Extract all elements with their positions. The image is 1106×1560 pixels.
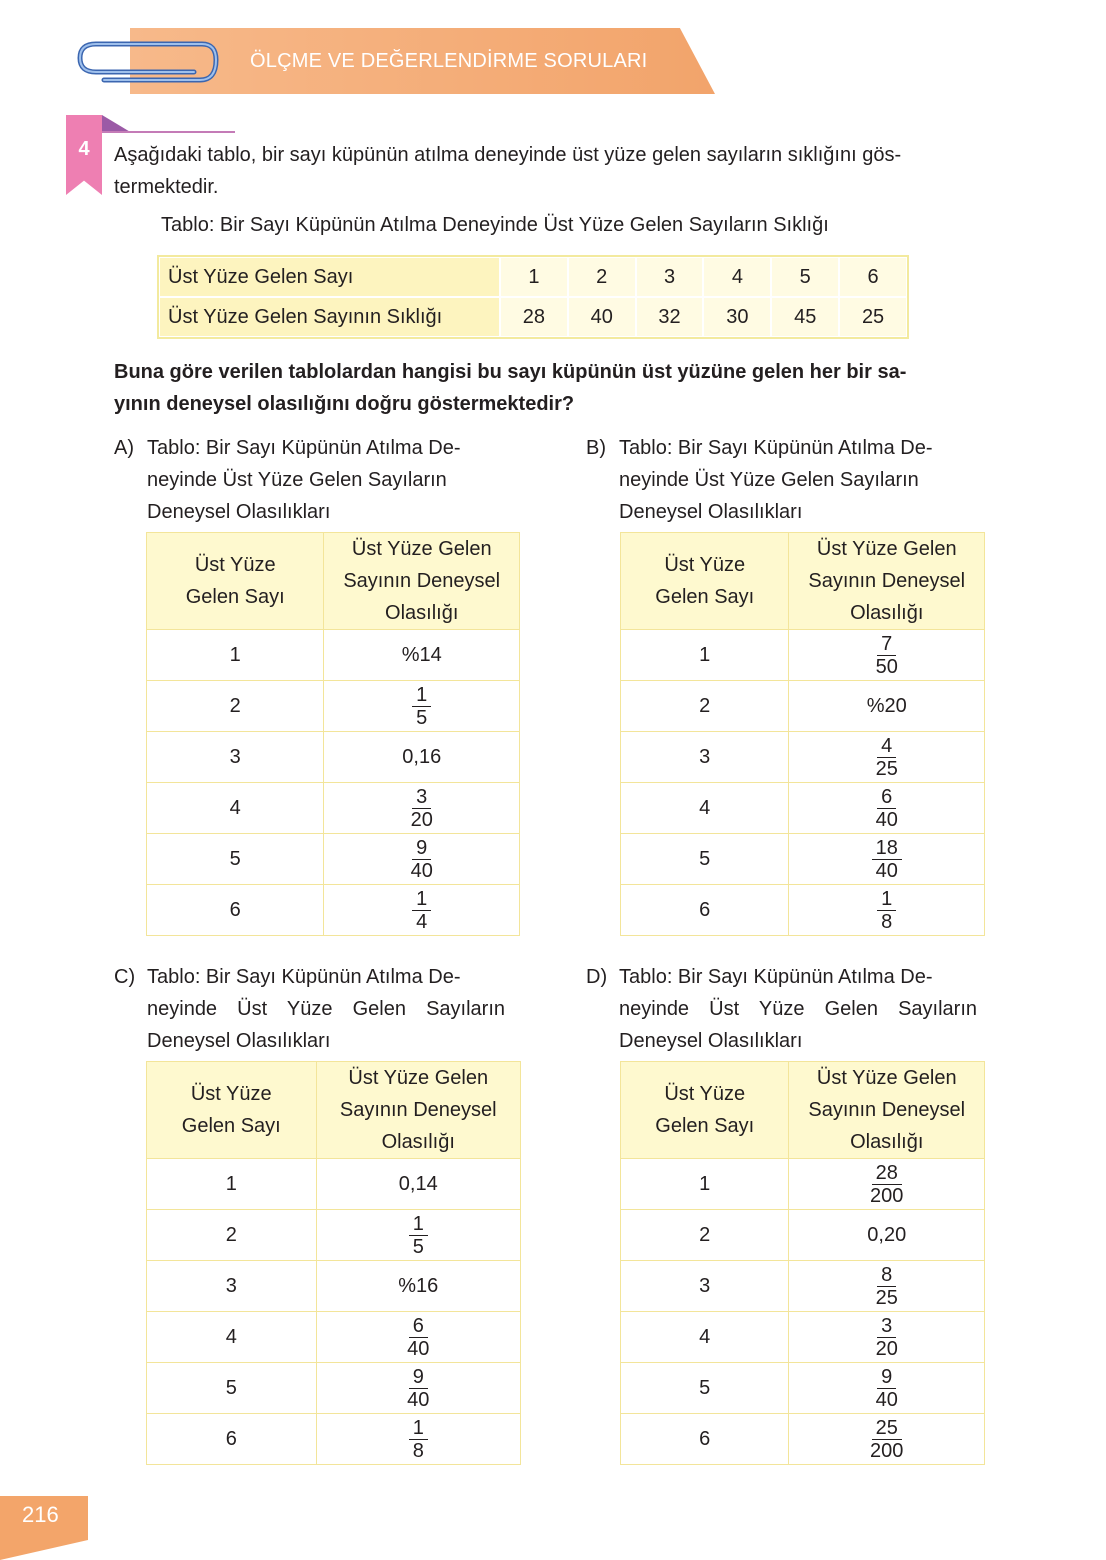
face-cell: 5 <box>621 834 789 885</box>
fraction <box>403 1316 433 1359</box>
option-a-caption-line1: Tablo: Bir Sayı Küpünün Atılma De- <box>147 437 461 459</box>
face-cell: 1 <box>621 630 789 681</box>
table-row <box>159 257 907 297</box>
table-row <box>621 732 985 783</box>
probability-cell <box>789 834 985 885</box>
probability-cell: 0,20 <box>789 1210 985 1261</box>
table-row <box>621 1312 985 1363</box>
page-number-tab-tail <box>0 1540 88 1560</box>
face-cell: 6 <box>621 1414 789 1465</box>
option-a-caption-line2: neyinde Üst Yüze Gelen Sayıların <box>147 469 447 491</box>
col-header-probability: Üst Yüze Gelen Sayının Deneysel Olasılığı <box>324 533 520 630</box>
option-d-table <box>620 1061 985 1465</box>
option-c-caption-line1: Tablo: Bir Sayı Küpünün Atılma De- <box>147 966 461 988</box>
option-a-caption-line3: Deneysel Olasılıkları <box>147 501 331 523</box>
table-caption: Tablo: Bir Sayı Küpünün Atılma Deneyinde Üst Yüze Gelen Sayıların Sıklığı <box>161 214 829 236</box>
table-row <box>147 630 520 681</box>
fraction-denominator: 40 <box>407 1388 430 1411</box>
question-intro-line1: Aşağıdaki tablo, bir sayı küpünün atılma deneyinde üst yüze gelen sayıların sıklığını gös- <box>114 144 902 166</box>
probability-cell <box>789 1363 985 1414</box>
option-c-caption-line2: neyinde Üst Yüze Gelen Sayıların <box>147 998 505 1020</box>
face-cell: 4 <box>703 257 771 297</box>
option-b-caption-line2: neyinde Üst Yüze Gelen Sayıların <box>619 469 919 491</box>
option-d-letter[interactable]: D) <box>586 966 608 988</box>
fraction-denominator: 20 <box>875 1337 898 1360</box>
probability-cell <box>324 681 520 732</box>
face-cell: 4 <box>621 783 789 834</box>
col-header-probability: Üst Yüze Gelen Sayının Deneysel Olasılığı <box>316 1062 521 1159</box>
face-cell: 5 <box>147 1363 317 1414</box>
option-a-letter[interactable]: A) <box>114 437 134 459</box>
fraction-numerator: 3 <box>412 787 431 809</box>
face-cell: 3 <box>636 257 704 297</box>
option-b-caption-line1: Tablo: Bir Sayı Küpünün Atılma De- <box>619 437 933 459</box>
fraction <box>877 889 896 932</box>
fraction-numerator: 8 <box>877 1265 896 1287</box>
face-cell: 5 <box>621 1363 789 1414</box>
fraction-denominator: 8 <box>881 910 893 933</box>
face-cell: 1 <box>621 1159 789 1210</box>
table-row <box>147 1363 521 1414</box>
probability-cell: 0,14 <box>316 1159 521 1210</box>
table-header-row <box>621 1062 985 1159</box>
option-a-table <box>146 532 520 936</box>
fraction <box>412 685 431 728</box>
frequency-cell: 32 <box>636 297 704 337</box>
fraction-numerator: 1 <box>412 889 431 911</box>
table-row <box>621 630 985 681</box>
probability-cell <box>789 1159 985 1210</box>
option-b-table <box>620 532 985 936</box>
table-row <box>147 1210 521 1261</box>
probability-cell: %14 <box>324 630 520 681</box>
fraction <box>872 634 902 677</box>
col-header-probability: Üst Yüze Gelen Sayının Deneysel Olasılığı <box>789 533 985 630</box>
face-cell: 3 <box>621 1261 789 1312</box>
question-number: 4 <box>78 138 90 160</box>
probability-cell <box>789 732 985 783</box>
face-cell: 6 <box>147 885 324 936</box>
col-header-face: Üst Yüze Gelen Sayı <box>621 1062 789 1159</box>
fraction-denominator: 5 <box>412 1235 424 1258</box>
frequency-cell: 25 <box>839 297 907 337</box>
table-row <box>621 1210 985 1261</box>
table-row <box>147 681 520 732</box>
fraction <box>872 1265 902 1308</box>
frequency-cell: 45 <box>771 297 839 337</box>
face-cell: 2 <box>147 1210 317 1261</box>
paperclip-icon <box>74 20 224 100</box>
fraction <box>409 1214 428 1257</box>
face-cell: 6 <box>621 885 789 936</box>
fraction <box>407 838 437 881</box>
face-cell: 2 <box>621 681 789 732</box>
question-rule <box>102 131 235 133</box>
face-cell: 6 <box>839 257 907 297</box>
page-number: 216 <box>22 1502 59 1527</box>
table-row <box>147 1261 521 1312</box>
probability-cell <box>789 630 985 681</box>
option-d-caption-line1: Tablo: Bir Sayı Küpünün Atılma De- <box>619 966 933 988</box>
face-cell: 4 <box>147 1312 317 1363</box>
table-row <box>621 1159 985 1210</box>
fraction-numerator: 4 <box>877 736 896 758</box>
probability-cell <box>316 1414 521 1465</box>
probability-cell <box>316 1210 521 1261</box>
fraction-numerator: 28 <box>872 1163 902 1185</box>
face-cell: 4 <box>621 1312 789 1363</box>
fraction <box>407 787 437 830</box>
col-header-probability: Üst Yüze Gelen Sayının Deneysel Olasılığı <box>789 1062 985 1159</box>
fraction <box>866 1418 907 1461</box>
option-b-letter[interactable]: B) <box>586 437 606 459</box>
probability-cell <box>789 1312 985 1363</box>
probability-cell: 0,16 <box>324 732 520 783</box>
section-title: ÖLÇME VE DEĞERLENDİRME SORULARI <box>250 50 648 72</box>
fraction-denominator: 40 <box>407 1337 430 1360</box>
face-cell: 6 <box>147 1414 317 1465</box>
frequency-table <box>158 256 908 338</box>
option-d-caption-line2: neyinde Üst Yüze Gelen Sayıların <box>619 998 977 1020</box>
face-cell: 1 <box>147 630 324 681</box>
fraction-denominator: 20 <box>410 808 433 831</box>
table-row <box>621 1414 985 1465</box>
probability-cell: %20 <box>789 681 985 732</box>
face-cell: 1 <box>500 257 568 297</box>
fraction <box>412 889 431 932</box>
fraction-denominator: 40 <box>875 859 898 882</box>
face-cell: 4 <box>147 783 324 834</box>
fraction-denominator: 200 <box>870 1439 904 1462</box>
fraction-denominator: 40 <box>875 808 898 831</box>
fraction-numerator: 3 <box>877 1316 896 1338</box>
probability-cell <box>789 783 985 834</box>
row-label-frequency: Üst Yüze Gelen Sayının Sıklığı <box>159 297 500 337</box>
fraction-numerator: 9 <box>877 1367 896 1389</box>
fraction-numerator: 7 <box>877 634 896 656</box>
fraction <box>403 1367 433 1410</box>
question-prompt-line2: yının deneysel olasılığını doğru göstermektedir? <box>114 393 575 415</box>
face-cell: 3 <box>621 732 789 783</box>
option-c-letter[interactable]: C) <box>114 966 136 988</box>
fraction-denominator: 8 <box>412 1439 424 1462</box>
table-row <box>621 681 985 732</box>
face-cell: 2 <box>568 257 636 297</box>
fraction-denominator: 5 <box>416 706 428 729</box>
row-label-face: Üst Yüze Gelen Sayı <box>159 257 500 297</box>
fraction <box>409 1418 428 1461</box>
probability-cell <box>316 1363 521 1414</box>
fraction-numerator: 9 <box>409 1367 428 1389</box>
option-b-caption-line3: Deneysel Olasılıkları <box>619 501 803 523</box>
question-prompt-line1: Buna göre verilen tablolardan hangisi bu sayı küpünün üst yüzüne gelen her bir sa- <box>114 361 907 383</box>
table-row <box>621 1363 985 1414</box>
fraction <box>866 1163 907 1206</box>
face-cell: 3 <box>147 1261 317 1312</box>
table-row <box>147 885 520 936</box>
probability-cell <box>789 1414 985 1465</box>
frequency-cell: 30 <box>703 297 771 337</box>
fraction-denominator: 40 <box>410 859 433 882</box>
face-cell: 5 <box>147 834 324 885</box>
option-d-caption-line3: Deneysel Olasılıkları <box>619 1030 803 1052</box>
table-row <box>147 783 520 834</box>
fraction-numerator: 1 <box>877 889 896 911</box>
question-intro-line2: termektedir. <box>114 176 219 198</box>
probability-cell <box>324 783 520 834</box>
table-row <box>621 885 985 936</box>
table-header-row <box>147 1062 521 1159</box>
fraction-denominator: 25 <box>875 757 898 780</box>
table-row <box>621 1261 985 1312</box>
face-cell: 5 <box>771 257 839 297</box>
probability-cell: %16 <box>316 1261 521 1312</box>
table-header-row <box>147 533 520 630</box>
probability-cell <box>324 885 520 936</box>
fraction-numerator: 1 <box>412 685 431 707</box>
face-cell: 3 <box>147 732 324 783</box>
probability-cell <box>316 1312 521 1363</box>
table-header-row <box>621 533 985 630</box>
fraction-denominator: 200 <box>870 1184 904 1207</box>
table-row <box>147 834 520 885</box>
fraction-numerator: 6 <box>409 1316 428 1338</box>
option-c-caption-line3: Deneysel Olasılıkları <box>147 1030 331 1052</box>
probability-cell <box>789 885 985 936</box>
table-row <box>147 1159 521 1210</box>
fraction-numerator: 6 <box>877 787 896 809</box>
table-row <box>147 1414 521 1465</box>
fraction-denominator: 25 <box>875 1286 898 1309</box>
fraction-numerator: 18 <box>872 838 902 860</box>
col-header-face: Üst Yüze Gelen Sayı <box>147 533 324 630</box>
fraction-numerator: 1 <box>409 1418 428 1440</box>
fraction <box>872 838 902 881</box>
probability-cell <box>789 1261 985 1312</box>
col-header-face: Üst Yüze Gelen Sayı <box>621 533 789 630</box>
table-row <box>159 297 907 337</box>
frequency-cell: 40 <box>568 297 636 337</box>
fraction-numerator: 25 <box>872 1418 902 1440</box>
table-row <box>147 732 520 783</box>
col-header-face: Üst Yüze Gelen Sayı <box>147 1062 317 1159</box>
fraction <box>872 736 902 779</box>
fraction-denominator: 40 <box>875 1388 898 1411</box>
face-cell: 2 <box>147 681 324 732</box>
fraction-denominator: 4 <box>416 910 428 933</box>
fraction <box>872 1316 902 1359</box>
fraction <box>872 1367 902 1410</box>
table-row <box>147 1312 521 1363</box>
face-cell: 2 <box>621 1210 789 1261</box>
table-row <box>621 834 985 885</box>
fraction-numerator: 9 <box>412 838 431 860</box>
fraction-numerator: 1 <box>409 1214 428 1236</box>
table-row <box>621 783 985 834</box>
fraction-denominator: 50 <box>875 655 898 678</box>
option-c-table <box>146 1061 521 1465</box>
probability-cell <box>324 834 520 885</box>
face-cell: 1 <box>147 1159 317 1210</box>
fraction <box>872 787 902 830</box>
frequency-cell: 28 <box>500 297 568 337</box>
